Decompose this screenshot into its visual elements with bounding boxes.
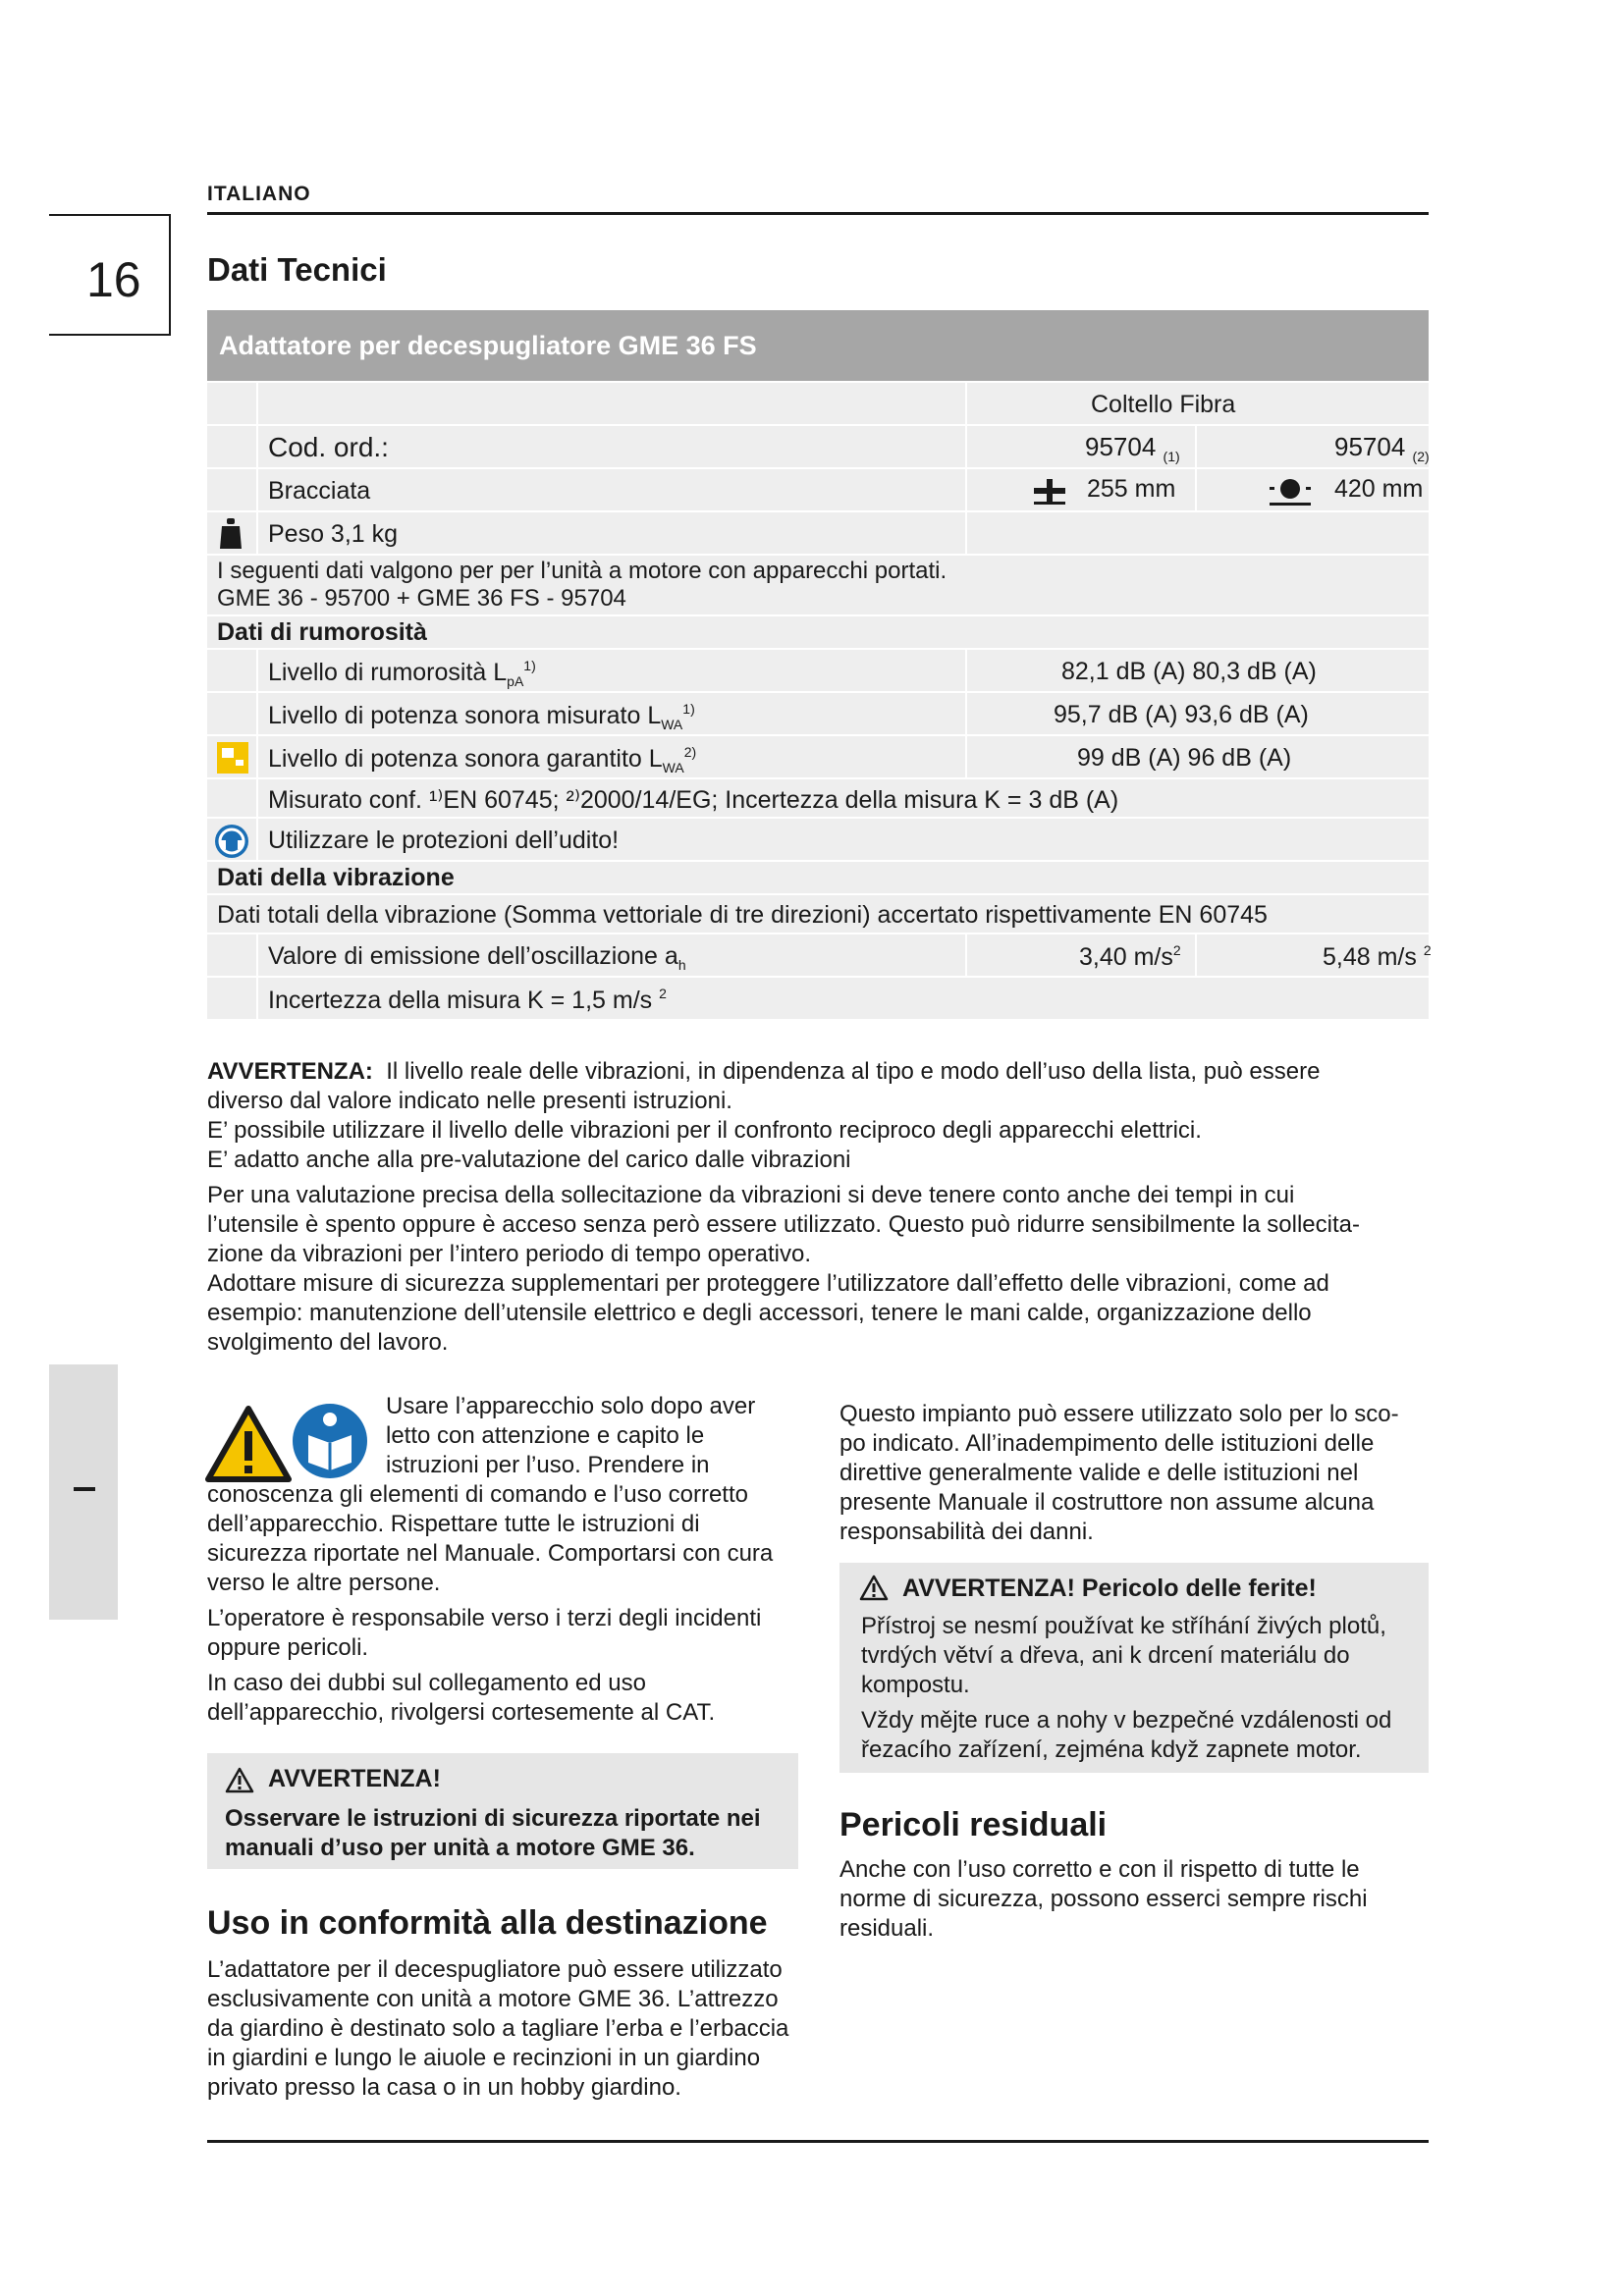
use-ear-protection: Utilizzare le protezioni dell’udito! (268, 827, 620, 854)
table-row (207, 614, 1429, 648)
vibration-title: Dati della vibrazione (217, 864, 455, 891)
table-row (207, 860, 1429, 893)
page-number: 16 (86, 252, 141, 307)
header-rule (207, 212, 1429, 215)
blade-icon (1032, 477, 1067, 507)
residual-risks-text: Anche con l’uso corretto e con il rispetto di tutte le norme di sicurezza, possono esserci sempre rischi residuali. (839, 1856, 1368, 1942)
lwa-measured-label: Livello di potenza sonora misurato $L_{WA}^{1)}$ (268, 701, 695, 732)
table-row (207, 893, 1429, 933)
injury-warning-text: Přístroj se nesmí používat ke stříhání živých plotů, tvrdých větví a dřeva, ani k drcení materiálu do kompostu. Vždy mějte ruce a nohy v bezpečné vzdálenosti od řezacího zařízení, zejména když zapnete motor. (861, 1613, 1392, 1763)
side-tab (49, 1364, 118, 1620)
lwa-measured-values: 95,7 dB (A) 93,6 dB (A) (1054, 701, 1309, 728)
table-row (207, 777, 1429, 817)
warning-text: Osservare le istruzioni di sicurezza riportate nei manuali d’uso per unità a motore GME 36. (225, 1805, 761, 1861)
residual-risks-title: Pericoli residuali (839, 1806, 1108, 1843)
warning-box-left (207, 1753, 798, 1869)
cod-label: Cod. ord.: (268, 432, 389, 462)
table-row (207, 424, 1429, 467)
usage-text: conoscenza gli elementi di comando e l’uso corretto dell’apparecchio. Rispettare tutte le istruzioni di sicurezza riportate nel Manuale. Comportarsi con cura verso le altre persone. L’operatore è responsabile verso i terzi degli incidenti oppure pericoli. In caso dei dubbi sul collegamento ed uso dell’apparecchio, rivolgersi cortesemente al CAT. (207, 1481, 774, 1726)
liability-text: Questo impianto può essere utilizzato solo per lo sco- po indicato. All’inadempimento delle istituzioni delle direttive generalmente valide e delle istituzioni nel presente Manuale il costruttore non assume alcuna responsabilità dei danni. (839, 1401, 1399, 1545)
cod-2: 95704 $_{(2)}$ (1334, 432, 1430, 464)
table-row (207, 976, 1429, 1019)
intended-use-text: L’adattatore per il decespugliatore può essere utilizzato esclusivamente con unità a motore GME 36. L’attrezzo da giardino è destinato solo a tagliare l’erba e l’erbaccia in giardini e lungo le aiuole e recinzioni in un giardino privato presso la casa o in un hobby giardino. (207, 1956, 789, 2101)
table-row (207, 933, 1432, 976)
table-row (207, 510, 1429, 554)
side-tab-dash (74, 1487, 95, 1491)
table-row (207, 734, 1429, 777)
note-line-2: GME 36 - 95700 + GME 36 FS - 95704 (217, 585, 626, 612)
language-label: ITALIANO (207, 183, 311, 205)
table-title: Adattatore per decespugliatore GME 36 FS (207, 310, 1429, 381)
measurement-standard: Misurato conf. ¹⁾EN 60745; ²⁾2000/14/EG; Incertezza della misura K = 3 dB (A) (268, 786, 1119, 814)
col-header: Coltello Fibra (1091, 391, 1236, 418)
lwa-guaranteed-label: Livello di potenza sonora garantito $L_{WA}^{2)}$ (268, 744, 697, 775)
lpa-values: 82,1 dB (A) 80,3 dB (A) (1061, 658, 1317, 685)
cod-1: 95704 $_{(1)}$ (1085, 432, 1180, 464)
intended-use-title: Uso in conformità alla destinazione (207, 1904, 768, 1942)
ah-value-1: 3,40 $m/s^2$ (1079, 942, 1181, 971)
noise-label-icon (217, 742, 248, 774)
k-uncertainty: Incertezza della misura K = 1,5 m/s $^2$ (268, 986, 667, 1014)
table-row (207, 817, 1429, 860)
warning-box-right (839, 1563, 1429, 1773)
ah-value-2: 5,48 m/s $^2$ (1323, 942, 1432, 971)
weight-icon (219, 518, 243, 550)
bracciata-2: 420 mm (1334, 475, 1424, 503)
read-manual-icon (291, 1402, 369, 1480)
lpa-label: Livello di rumorosità $L_{pA}^{1)}$ (268, 658, 536, 689)
usage-text-indented: Usare l’apparecchio solo dopo aver letto con attenzione e capito le istruzioni per l’uso. Prendere in (386, 1393, 756, 1478)
warning-title: AVVERTENZA! (268, 1765, 441, 1792)
note-line-1: I seguenti dati valgono per per l’unità a motore con apparecchi portati. (217, 558, 947, 584)
noise-title: Dati di rumorosità (217, 618, 427, 646)
vibration-total: Dati totali della vibrazione (Somma vettoriale di tre direzioni) accertato rispettivamente EN 60745 (217, 901, 1268, 929)
table-row (207, 467, 1429, 510)
bracciata-1: 255 mm (1087, 475, 1176, 503)
vibration-warning: AVVERTENZA: Il livello reale delle vibrazioni, in dipendenza al tipo e modo dell’uso della lista, può essere diverso dal valore indicato nelle presenti istruzioni. E’ possibile utilizzare il livello delle vibrazioni per il confronto reciproco degli apparecchi elettrici. E’ adatto anche alla pre-valutazione del carico dalle vibrazioni Per una valutazione precisa della sollecitazione da vibrazioni si deve tenere conto anche dei tempi in cui l’utensile è spento oppure è acceso senza però essere utilizzato. Questo può ridurre sensibilmente la sollecita- zione da vibrazioni per l’intero periodo di tempo operativo. Adottare misure di sicurezza supplementari per proteggere l’utilizzatore dall’effetto delle vibrazioni, come ad esempio: manutenzione dell’utensile elettrico e degli accessori, tenere le mani calde, organizzazione dello svolgimento del lavoro. (207, 1058, 1360, 1356)
ah-label: Valore di emissione dell’oscillazione $a_h$ (268, 942, 686, 973)
table-row (207, 691, 1429, 734)
peso: Peso 3,1 kg (268, 520, 399, 548)
footer-rule (207, 2140, 1429, 2143)
table-row (207, 381, 1429, 424)
spec-table (207, 310, 1432, 1019)
warning-label: AVVERTENZA: (207, 1058, 373, 1085)
bracciata-label: Bracciata (268, 477, 371, 505)
table-row (207, 554, 1429, 614)
injury-warning-title: AVVERTENZA! Pericolo delle ferite! (902, 1575, 1317, 1602)
warning-triangle-icon (205, 1406, 292, 1482)
warning-outline-icon (225, 1767, 254, 1793)
lwa-guaranteed-values: 99 dB (A) 96 dB (A) (1077, 744, 1292, 772)
fibre-head-icon (1268, 475, 1313, 507)
warning-outline-icon (859, 1575, 889, 1601)
ear-protection-icon (214, 824, 249, 859)
table-row (207, 648, 1429, 691)
page-number-box (49, 214, 171, 336)
section-title: Dati Tecnici (207, 251, 387, 288)
